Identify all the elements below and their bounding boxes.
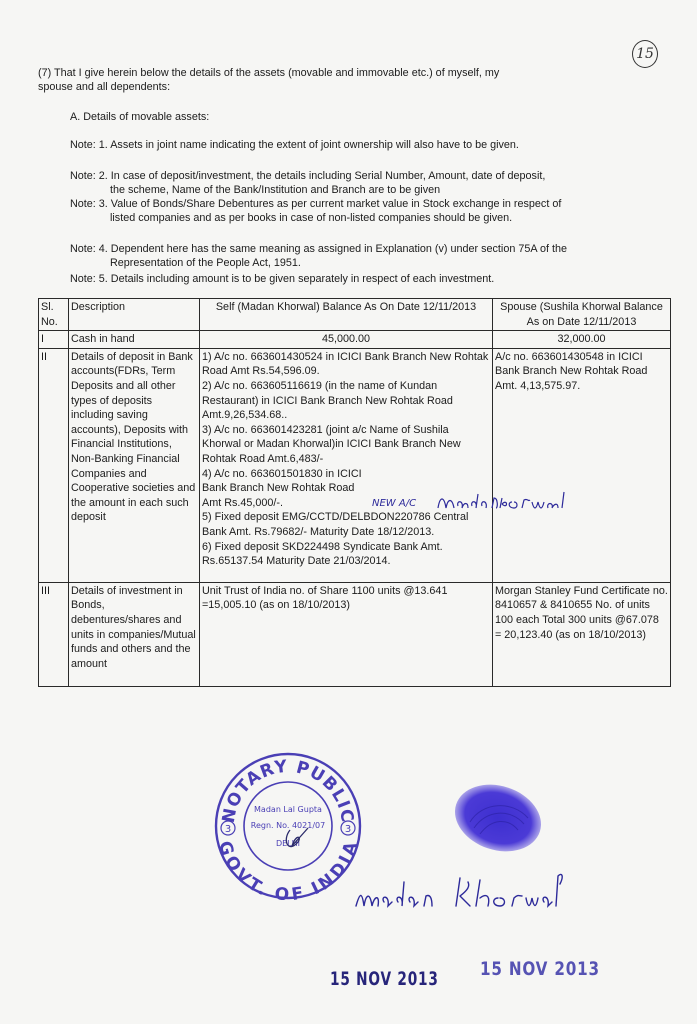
row-self-investment: Unit Trust of India no. of Share 1100 units @13.641 =15,005.10 (as on 18/10/2013) xyxy=(200,582,493,686)
row-sl: I xyxy=(39,331,69,349)
svg-text:3: 3 xyxy=(224,824,232,835)
notary-public-stamp xyxy=(212,750,364,902)
table-row xyxy=(39,348,671,582)
note-3-line-2: listed companies and as per books in case of non-listed companies should be given. xyxy=(110,212,513,224)
table-row xyxy=(39,331,671,349)
table-row xyxy=(39,582,671,686)
note-2 xyxy=(70,169,545,197)
note-5 xyxy=(70,272,494,286)
svg-text:Regn. No. 4021/07: Regn. No. 4021/07 xyxy=(250,821,326,830)
row-spouse-value: 32,000.00 xyxy=(493,331,671,349)
row-description: Details of investment in Bonds, debentures/shares and units in companies/Mutual funds and others and the amount xyxy=(69,582,200,686)
table-header-row xyxy=(39,299,671,331)
note-4-line-1: Note: 4. Dependent here has the same meaning as assigned in Explanation (v) under section 75A of the xyxy=(70,243,567,255)
svg-text:GOVT. OF INDIA: GOVT. OF INDIA xyxy=(214,838,362,902)
note-1 xyxy=(70,138,519,152)
deposit-entry: 3) A/c no. 663601423281 (joint a/c Name of Sushila Khorwal or Madan Khorwal)in ICICI Bank Branch New Rohtak Road Amt.6,483/- xyxy=(202,423,461,465)
deposit-entry: 1) A/c no. 663601430524 in ICICI Bank Branch New Rohtak Road Amt Rs.54,596.09. xyxy=(202,350,489,378)
deposit-entry: 6) Fixed deposit SKD224498 Syndicate Bank Amt. Rs.65137.54 Maturity Date 21/03/2014. xyxy=(202,540,443,568)
row-sl: II xyxy=(39,348,69,582)
intro-line-1: (7) That I give herein below the details of the assets (movable and immovable etc.) of myself, my xyxy=(38,67,500,79)
note-4-line-2: Representation of the People Act, 1951. xyxy=(110,257,301,269)
svg-text:Madan Lal Gupta: Madan Lal Gupta xyxy=(254,805,322,814)
svg-text:NEW A/C: NEW A/C xyxy=(372,498,417,509)
svg-text:3: 3 xyxy=(344,824,352,835)
intro-paragraph xyxy=(38,66,499,94)
header-self-balance: Self (Madan Khorwal) Balance As On Date 12/11/2013 xyxy=(200,299,493,331)
note-4 xyxy=(70,242,567,270)
row-description: Details of deposit in Bank accounts(FDRs, Term Deposits and all other types of deposits including saving accounts), Deposits with Financial Institutions, Non-Banking Financial Companies and Cooperative societies and the amount in each such deposit xyxy=(69,348,200,582)
note-2-line-1: Note: 2. In case of deposit/investment, the details including Serial Number, Amount, date of deposit, xyxy=(70,170,546,182)
note-1-text: Note: 1. Assets in joint name indicating the extent of joint ownership will also have to be given. xyxy=(70,139,519,151)
note-2-line-2: the scheme, Name of the Bank/Institution and Branch are to be given xyxy=(110,184,441,196)
row-spouse-investment: Morgan Stanley Fund Certificate no. 8410657 & 8410655 No. of units 100 each Total 300 units @67.078 = 20,123.40 (as on 18/10/2013) xyxy=(493,582,671,686)
header-spouse-balance: Spouse (Sushila Khorwal Balance As on Date 12/11/2013 xyxy=(493,299,671,331)
deposit-entry: 2) A/c no. 663605116619 (in the name of Kundan Restaurant) in ICICI Bank Branch New Rohtak Road Amt.9,26,534.68.. xyxy=(202,379,453,422)
note-3 xyxy=(70,197,561,225)
deposit-entry: 4) A/c no. 663601501830 in ICICI Bank Branch New Rohtak Road Amt Rs.45,000/-. xyxy=(202,467,362,509)
page-number: 15 xyxy=(632,40,658,68)
note-3-line-1: Note: 3. Value of Bonds/Share Debentures as per current market value in Stock exchange in respect of xyxy=(70,198,562,210)
header-description: Description xyxy=(69,299,200,331)
signature-madan-khorwal xyxy=(352,862,592,922)
date-stamp-1: 15 NOV 2013 xyxy=(330,968,439,990)
row-description: Cash in hand xyxy=(69,331,200,349)
thumb-impression xyxy=(452,782,544,852)
deposit-entry: 5) Fixed deposit EMG/CCTD/DELBDON220786 Central Bank Amt. Rs.79682/- Maturity Date 18/12/2013. xyxy=(202,511,469,538)
handwritten-new-ac-note xyxy=(368,488,578,520)
section-a-heading: A. Details of movable assets: xyxy=(70,111,210,123)
row-self-value: 45,000.00 xyxy=(200,331,493,349)
intro-line-2: spouse and all dependents: xyxy=(38,81,171,93)
note-5-text: Note: 5. Details including amount is to be given separately in respect of each investment. xyxy=(70,273,495,285)
row-spouse-deposits: A/c no. 663601430548 in ICICI Bank Branch New Rohtak Road Amt. 4,13,575.97. xyxy=(493,348,671,582)
date-stamp-2: 15 NOV 2013 xyxy=(480,958,600,980)
row-self-deposits xyxy=(200,348,493,582)
svg-text:NOTARY PUBLIC: NOTARY PUBLIC xyxy=(218,756,358,825)
header-sl-no: Sl. No. xyxy=(39,299,69,331)
row-sl: III xyxy=(39,582,69,686)
svg-text:DELHI: DELHI xyxy=(275,839,301,848)
